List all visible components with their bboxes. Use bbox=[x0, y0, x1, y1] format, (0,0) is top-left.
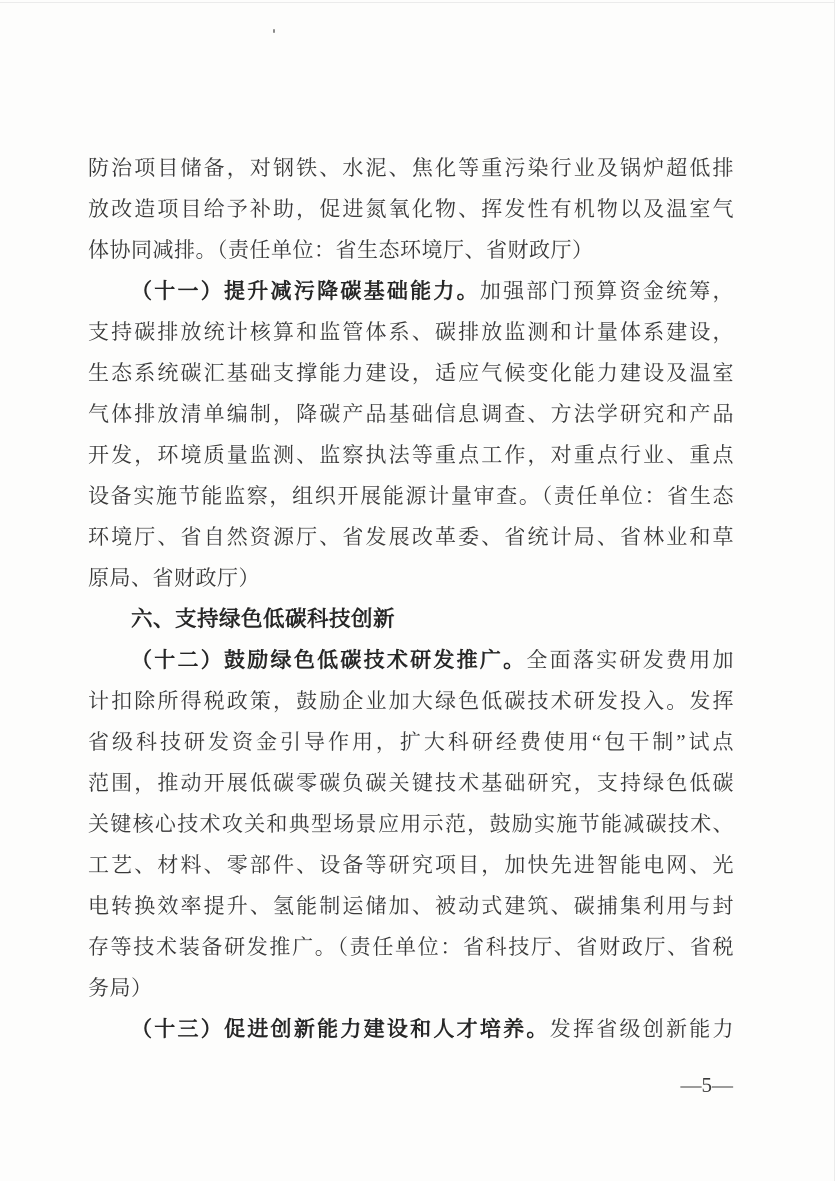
text-line bbox=[88, 271, 734, 312]
text-segment: 范围，推动开展低碳零碳负碳关键技术基础研究，支持绿色低碳 bbox=[88, 771, 734, 795]
text-line bbox=[88, 394, 734, 435]
section-heading bbox=[88, 599, 734, 640]
text-segment: 关键核心技术攻关和典型场景应用示范，鼓励实施节能减碳技术、 bbox=[88, 812, 734, 836]
bold-text-segment: （十三）促进创新能力建设和人才培养。 bbox=[131, 1017, 550, 1041]
text-line bbox=[88, 886, 734, 927]
bold-text-segment: （十二）鼓励绿色低碳技术研发推广。 bbox=[131, 648, 527, 672]
text-content bbox=[88, 148, 734, 1050]
text-line bbox=[88, 640, 734, 681]
text-line bbox=[88, 845, 734, 886]
text-segment: 开发，环境质量监测、监察执法等重点工作，对重点行业、重点 bbox=[88, 443, 734, 467]
text-segment: 全面落实研发费用加 bbox=[526, 648, 735, 672]
text-segment: 存等技术装备研发推广。（责任单位：省科技厅、省财政厅、省税 bbox=[88, 935, 734, 959]
text-segment: 生态系统碳汇基础支撑能力建设，适应气候变化能力建设及温室 bbox=[88, 361, 734, 385]
text-line bbox=[88, 927, 734, 968]
text-line bbox=[88, 804, 734, 845]
text-line bbox=[88, 189, 734, 230]
text-segment: 气体排放清单编制，降碳产品基础信息调查、方法学研究和产品 bbox=[88, 402, 734, 426]
text-segment: 支持碳排放统计核算和监管体系、碳排放监测和计量体系建设， bbox=[88, 320, 734, 344]
text-line bbox=[88, 763, 734, 804]
text-segment: 务局） bbox=[88, 976, 153, 1000]
text-line bbox=[88, 681, 734, 722]
bold-text-segment: 六、支持绿色低碳科技创新 bbox=[131, 607, 396, 631]
text-segment: 电转换效率提升、氢能制运储加、被动式建筑、碳捕集利用与封 bbox=[88, 894, 734, 918]
text-line bbox=[88, 968, 734, 1009]
text-segment: 工艺、材料、零部件、设备等研究项目，加快先进智能电网、光 bbox=[88, 853, 734, 877]
text-line bbox=[88, 517, 734, 558]
text-segment: 省级科技研发资金引导作用，扩大科研经费使用“包干制”试点 bbox=[88, 730, 734, 754]
text-line bbox=[88, 435, 734, 476]
text-segment: 发挥省级创新能力 bbox=[549, 1017, 735, 1041]
scan-edge-top bbox=[0, 2, 835, 3]
text-segment: 放改造项目给予补助，促进氮氧化物、挥发性有机物以及温室气 bbox=[88, 197, 734, 221]
text-line bbox=[88, 476, 734, 517]
text-segment: 防治项目储备，对钢铁、水泥、焦化等重污染行业及锅炉超低排 bbox=[88, 156, 734, 180]
text-line bbox=[88, 558, 734, 599]
text-line bbox=[88, 148, 734, 189]
page-number: —5— bbox=[680, 1073, 733, 1097]
text-line bbox=[88, 230, 734, 271]
text-segment: 计扣除所得税政策，鼓励企业加大绿色低碳技术研发投入。发挥 bbox=[88, 689, 734, 713]
text-line bbox=[88, 312, 734, 353]
text-segment: 加强部门预算资金统筹， bbox=[479, 279, 735, 303]
bold-text-segment: （十一）提升减污降碳基础能力。 bbox=[131, 279, 480, 303]
text-line bbox=[88, 722, 734, 763]
text-segment: 环境厅、省自然资源厅、省发展改革委、省统计局、省林业和草 bbox=[88, 525, 734, 549]
text-line bbox=[88, 1009, 734, 1050]
text-segment: 原局、省财政厅） bbox=[88, 566, 260, 590]
text-segment: 体协同减排。（责任单位：省生态环境厅、省财政厅） bbox=[88, 238, 594, 262]
scan-speck bbox=[273, 29, 275, 33]
text-segment: 设备实施节能监察，组织开展能源计量审查。（责任单位：省生态 bbox=[88, 484, 734, 508]
text-line bbox=[88, 353, 734, 394]
